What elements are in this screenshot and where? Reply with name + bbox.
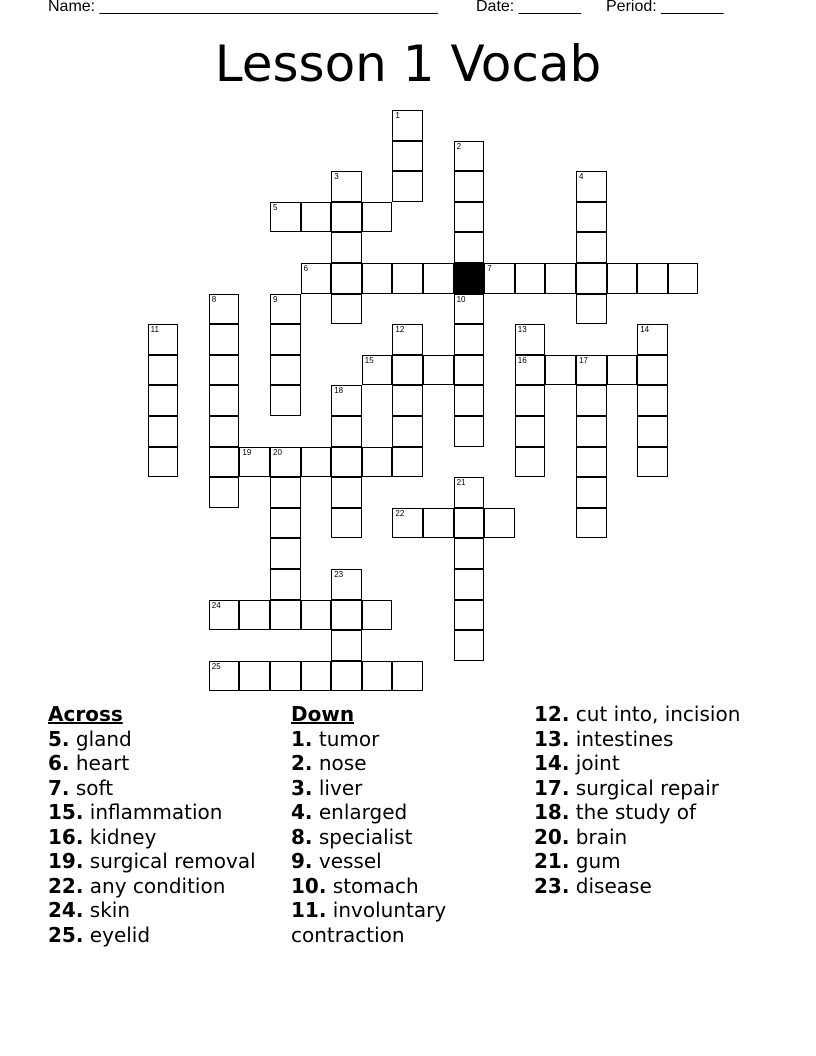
- grid-cell[interactable]: [454, 385, 485, 416]
- clue-item: [291, 751, 516, 776]
- clue-item: [291, 849, 516, 874]
- clue-number: 4: [579, 172, 584, 182]
- clue-item: [534, 727, 794, 752]
- clue-item: [48, 727, 278, 752]
- clue-number: 23: [334, 570, 344, 579]
- clue-item: [48, 751, 278, 776]
- clue-item-text: gland: [75, 726, 132, 751]
- grid-cell[interactable]: [270, 385, 301, 416]
- clue-item-text: kidney: [89, 824, 157, 849]
- clue-item: [534, 825, 794, 850]
- grid-cell[interactable]: [301, 661, 332, 692]
- grid-cell[interactable]: [148, 416, 179, 447]
- grid-cell[interactable]: [331, 630, 362, 661]
- clue-item: [48, 776, 278, 801]
- grid-cell[interactable]: [392, 141, 423, 172]
- clue-item-number: 7.: [48, 775, 70, 800]
- clue-number: 2: [456, 141, 462, 151]
- grid-cell[interactable]: [270, 477, 301, 508]
- grid-cell[interactable]: [515, 447, 546, 478]
- clue-number: 7: [487, 264, 492, 273]
- grid-cell[interactable]: [392, 110, 423, 141]
- grid-cell[interactable]: [392, 385, 423, 416]
- grid-cell[interactable]: [331, 232, 362, 263]
- clue-item: [48, 825, 278, 850]
- clue-item: [48, 874, 278, 899]
- down-heading: Down: [291, 702, 355, 726]
- clue-item-number: 20.: [534, 824, 570, 849]
- grid-cell[interactable]: [209, 600, 240, 631]
- page-title: Lesson 1 Vocab: [214, 35, 602, 93]
- grid-cell[interactable]: [301, 202, 332, 233]
- name-field-label: Name: ______________________________________: [48, 0, 438, 15]
- grid-cell[interactable]: [392, 263, 423, 294]
- grid-cell[interactable]: [637, 447, 668, 478]
- clue-item-text: specialist: [318, 824, 413, 849]
- grid-cell[interactable]: [392, 447, 423, 478]
- grid-cell[interactable]: [607, 263, 638, 294]
- clue-item-number: 18.: [534, 800, 570, 824]
- clue-item-number: 23.: [534, 873, 570, 898]
- clue-item-text: disease: [575, 873, 652, 898]
- grid-cell[interactable]: [454, 294, 485, 325]
- grid-cell[interactable]: [423, 508, 454, 539]
- across-heading: Across: [48, 702, 123, 726]
- grid-cell[interactable]: [454, 416, 485, 447]
- clue-item: [534, 702, 794, 727]
- clue-item-number: 6.: [48, 751, 70, 775]
- clue-item-text: liver: [318, 775, 363, 800]
- clue-item-number: 15.: [48, 800, 84, 824]
- clue-item-text: brain: [575, 824, 628, 849]
- clue-item-text: surgical removal: [89, 849, 256, 873]
- grid-cell[interactable]: [515, 263, 546, 294]
- grid-cell[interactable]: [270, 294, 301, 325]
- grid-cell[interactable]: [239, 661, 270, 692]
- grid-cell[interactable]: [331, 600, 362, 631]
- clue-item-text: cut into, incision: [575, 702, 741, 726]
- grid-cell[interactable]: [362, 600, 393, 631]
- grid-cell[interactable]: [515, 385, 546, 416]
- clue-item-text: intestines: [575, 726, 674, 751]
- grid-cell[interactable]: [362, 355, 393, 386]
- clue-number: 9: [273, 294, 278, 304]
- clue-item-number: 21.: [534, 849, 570, 873]
- clue-item-number: 14.: [534, 751, 570, 775]
- clue-number: 6: [303, 264, 309, 273]
- grid-cell[interactable]: [484, 508, 515, 539]
- clue-item-number: 1.: [291, 726, 313, 751]
- clue-item-text: stomach: [332, 873, 419, 898]
- clue-item-text: skin: [89, 898, 131, 922]
- clue-item-text: any condition: [89, 873, 226, 898]
- clue-item-text: surgical repair: [575, 775, 719, 800]
- grid-cell[interactable]: [331, 385, 362, 416]
- clue-item-number: 4.: [291, 800, 313, 824]
- clue-item-text: soft: [75, 775, 114, 800]
- clue-item-number: 16.: [48, 824, 84, 849]
- clue-item: [534, 751, 794, 776]
- clue-number: 8: [211, 294, 217, 304]
- clue-item-number: 13.: [534, 726, 570, 751]
- clue-number: 11: [150, 325, 159, 335]
- grid-cell[interactable]: [392, 508, 423, 539]
- grid-cell[interactable]: [392, 416, 423, 447]
- grid-cell[interactable]: [270, 508, 301, 539]
- grid-cell[interactable]: [545, 355, 576, 386]
- grid-cell[interactable]: [301, 263, 332, 294]
- grid-cell[interactable]: [270, 600, 301, 631]
- grid-cell[interactable]: [637, 416, 668, 447]
- grid-cell[interactable]: [148, 324, 179, 355]
- grid-cell[interactable]: [209, 385, 240, 416]
- grid-cell[interactable]: [301, 447, 332, 478]
- grid-cell[interactable]: [576, 355, 607, 386]
- clue-number: 25: [211, 661, 221, 671]
- grid-cell[interactable]: [331, 477, 362, 508]
- grid-cell[interactable]: [331, 263, 362, 294]
- grid-cell[interactable]: [362, 202, 393, 233]
- grid-cell[interactable]: [515, 416, 546, 447]
- grid-cell[interactable]: [331, 661, 362, 692]
- grid-cell[interactable]: [209, 477, 240, 508]
- clue-item: [534, 874, 794, 899]
- grid-cell[interactable]: [209, 294, 240, 325]
- clue-item-text: heart: [75, 751, 130, 775]
- clue-item-number: 9.: [291, 849, 313, 873]
- grid-cell[interactable]: [209, 355, 240, 386]
- grid-cell[interactable]: [362, 447, 393, 478]
- clue-item: [48, 800, 278, 825]
- clue-item: [291, 874, 516, 899]
- grid-cell[interactable]: [576, 171, 607, 202]
- clue-item: [291, 776, 516, 801]
- clue-number: 13: [517, 325, 527, 335]
- clue-item-text: involuntary contraction: [291, 898, 447, 947]
- down-clues-continued: [534, 702, 794, 898]
- grid-cell[interactable]: [270, 538, 301, 569]
- clue-number: 22: [395, 508, 405, 518]
- clue-item-number: 5.: [48, 726, 70, 751]
- clue-number: 20: [273, 447, 282, 457]
- grid-cell[interactable]: [454, 538, 485, 569]
- grid-cell[interactable]: [576, 263, 607, 294]
- grid-cell[interactable]: [484, 263, 515, 294]
- grid-cell[interactable]: [239, 600, 270, 631]
- grid-cell[interactable]: [576, 447, 607, 478]
- clue-item-number: 22.: [48, 873, 84, 898]
- grid-cell[interactable]: [423, 263, 454, 294]
- clue-item-number: 25.: [48, 922, 84, 947]
- grid-cell[interactable]: [576, 416, 607, 447]
- clue-item: [291, 898, 516, 947]
- clue-item: [534, 849, 794, 874]
- clue-item-text: nose: [318, 751, 367, 775]
- period-field-label: Period: _______: [606, 0, 724, 15]
- grid-cell[interactable]: [454, 477, 485, 508]
- grid-cell[interactable]: [331, 294, 362, 325]
- clue-number: 15: [364, 355, 374, 365]
- clue-number: 16: [517, 355, 527, 365]
- clue-item: [291, 727, 516, 752]
- grid-cell[interactable]: [270, 447, 301, 478]
- clue-number: 5: [273, 202, 278, 212]
- clue-item-number: 17.: [534, 775, 570, 800]
- grid-cell[interactable]: [454, 630, 485, 661]
- across-clues: [48, 702, 278, 947]
- clue-item-number: 8.: [291, 824, 313, 849]
- down-clues: [291, 702, 516, 947]
- clue-item-text: gum: [575, 849, 621, 873]
- grid-cell[interactable]: [545, 263, 576, 294]
- grid-cell[interactable]: [454, 171, 485, 202]
- grid-cell[interactable]: [454, 324, 485, 355]
- grid-cell[interactable]: [209, 661, 240, 692]
- grid-cell[interactable]: [515, 355, 546, 386]
- grid-cell[interactable]: [331, 447, 362, 478]
- grid-cell[interactable]: [454, 202, 485, 233]
- grid-cell[interactable]: [209, 447, 240, 478]
- clue-item-number: 3.: [291, 775, 313, 800]
- clue-item-text: tumor: [318, 726, 380, 751]
- grid-cell[interactable]: [454, 569, 485, 600]
- grid-cell[interactable]: [148, 447, 179, 478]
- grid-cell[interactable]: [637, 263, 668, 294]
- grid-cell[interactable]: [576, 508, 607, 539]
- grid-cell[interactable]: [637, 324, 668, 355]
- clue-item-number: 11.: [291, 898, 327, 922]
- clue-item: [291, 800, 516, 825]
- grid-cell[interactable]: [270, 569, 301, 600]
- grid-cell[interactable]: [637, 385, 668, 416]
- grid-cell[interactable]: [270, 355, 301, 386]
- grid-cell[interactable]: [515, 324, 546, 355]
- grid-cell-blocked: [454, 263, 485, 294]
- grid-cell[interactable]: [454, 232, 485, 263]
- grid-cell[interactable]: [637, 355, 668, 386]
- clue-item-number: 19.: [48, 849, 84, 873]
- clue-number: 12: [395, 325, 405, 335]
- clue-number: 21: [456, 478, 466, 488]
- grid-cell[interactable]: [576, 202, 607, 233]
- clue-item: [48, 923, 278, 948]
- clue-number: 24: [211, 600, 221, 610]
- clue-item-text: eyelid: [89, 922, 151, 947]
- clue-item: [48, 898, 278, 923]
- clue-number: 19: [242, 447, 252, 457]
- clue-item: [534, 800, 794, 825]
- clue-number: 10: [456, 294, 466, 304]
- grid-cell[interactable]: [454, 141, 485, 172]
- grid-cell[interactable]: [362, 661, 393, 692]
- grid-cell[interactable]: [454, 355, 485, 386]
- clue-item-text: vessel: [318, 849, 382, 873]
- grid-cell[interactable]: [148, 355, 179, 386]
- grid-cell[interactable]: [331, 508, 362, 539]
- grid-cell[interactable]: [392, 171, 423, 202]
- grid-cell[interactable]: [209, 324, 240, 355]
- grid-cell[interactable]: [148, 385, 179, 416]
- clue-item-number: 12.: [534, 702, 570, 726]
- grid-cell[interactable]: [331, 202, 362, 233]
- clue-item: [48, 849, 278, 874]
- grid-cell[interactable]: [668, 263, 699, 294]
- grid-cell[interactable]: [301, 600, 332, 631]
- clue-number: 18: [334, 386, 344, 396]
- grid-cell[interactable]: [392, 324, 423, 355]
- clue-item-number: 10.: [291, 873, 327, 898]
- grid-cell[interactable]: [362, 263, 393, 294]
- clue-number: 17: [579, 355, 588, 365]
- clue-number: 3: [334, 172, 339, 182]
- grid-cell[interactable]: [423, 355, 454, 386]
- clue-item-text: inflammation: [89, 800, 223, 824]
- grid-cell[interactable]: [576, 232, 607, 263]
- clue-item-text: joint: [575, 751, 620, 775]
- grid-cell[interactable]: [576, 385, 607, 416]
- clue-number: 1: [395, 111, 400, 120]
- grid-cell[interactable]: [454, 600, 485, 631]
- grid-cell[interactable]: [392, 661, 423, 692]
- clue-item-number: 2.: [291, 751, 313, 775]
- grid-cell[interactable]: [270, 661, 301, 692]
- grid-cell[interactable]: [392, 355, 423, 386]
- grid-cell[interactable]: [270, 324, 301, 355]
- grid-cell[interactable]: [209, 416, 240, 447]
- clue-item-text: enlarged: [318, 800, 408, 824]
- clue-item: [291, 825, 516, 850]
- grid-cell[interactable]: [331, 171, 362, 202]
- clue-item-text: the study of: [575, 800, 697, 824]
- date-field-label: Date: _______: [476, 0, 581, 15]
- grid-cell[interactable]: [331, 416, 362, 447]
- grid-cell[interactable]: [576, 477, 607, 508]
- grid-cell[interactable]: [607, 355, 638, 386]
- clue-item-number: 24.: [48, 898, 84, 922]
- grid-cell[interactable]: [454, 508, 485, 539]
- grid-cell[interactable]: [576, 294, 607, 325]
- grid-cell[interactable]: [239, 447, 270, 478]
- grid-cell[interactable]: [331, 569, 362, 600]
- clue-number: 14: [640, 325, 650, 335]
- grid-cell[interactable]: [270, 202, 301, 233]
- clue-item: [534, 776, 794, 801]
